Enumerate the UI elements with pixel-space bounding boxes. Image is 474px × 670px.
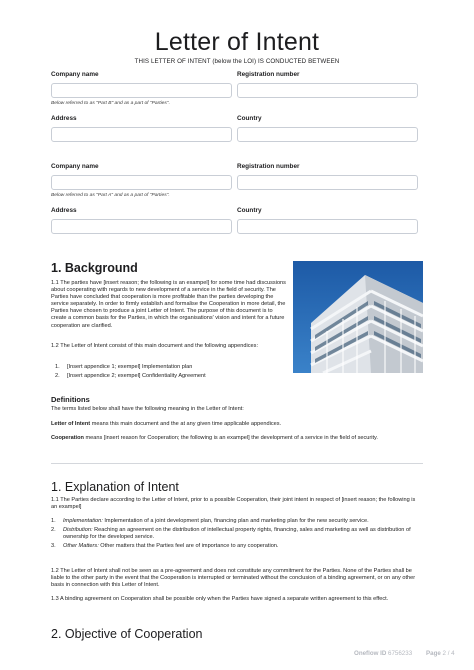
- party-a-address-input[interactable]: [51, 219, 232, 234]
- party-b-registration-input[interactable]: [237, 83, 418, 98]
- party-b-address-input[interactable]: [51, 127, 232, 142]
- document-subtitle: THIS LETTER OF INTENT (below the LOI) IS CONDUCTED BETWEEN: [134, 58, 340, 65]
- list-item: 1. Implementation: Implementation of a joint development plan, financing plan and marketing plan for the new security service.: [51, 518, 369, 524]
- party-b-company-input[interactable]: [51, 83, 232, 98]
- party-a-registration-field: [237, 163, 418, 190]
- party-b-company-field: [51, 71, 232, 106]
- list-item: 3. Other Matters: Other matters that the Parties feel are of importance to any cooperation.: [51, 543, 279, 550]
- party-a-registration-input[interactable]: [237, 175, 418, 190]
- party-a-country-input[interactable]: [237, 219, 418, 234]
- list-item: 1. [Insert appendice 1; exempel] Implementation plan: [55, 364, 193, 370]
- background-heading: 1. Background: [51, 261, 138, 275]
- definition-letter-of-intent: Letter of Intent means this main document and the at any given time applicable appendices.: [51, 421, 282, 427]
- building-photo: [293, 261, 423, 373]
- party-b-address-field: [51, 115, 232, 142]
- building-image: [293, 261, 423, 373]
- background-paragraph-2: 1.2 The Letter of Intent consist of this main document and the following appendices:: [51, 343, 258, 349]
- party-a-address-label: Address: [51, 207, 77, 214]
- list-item: 2. [Insert appendice 2; exempel] Confidentiality Agreement: [55, 373, 206, 380]
- list-item: 2. Distribution: Reaching an agreement on the distribution of intellectual property rights, financing, sales and marketing as well as distribution of ownership for the developed service.: [51, 527, 411, 541]
- intent-list: [51, 518, 423, 552]
- party-a-company-label: Company name: [51, 163, 99, 170]
- background-paragraph-1: 1.1 The parties have [insert reason; the following is an exampel] for some time had discussions about cooperating with regards to new development of a service in the field of security. The Parties have concluded that cooperation is more profitable than the parties developing the service separately. In order to firmly establish and formalise the Cooperation in more detail, the Parties have chosen to produce a joint Letter of Intent. The purpose of this document is to create a common basis for the Parties, in which the organisations' vision and intent for a future cooperation are clarified.: [51, 280, 286, 329]
- explanation-paragraph-3: 1.3 A binding agreement on Cooperation shall be possible only when the Parties have signed a separate written agreement to this effect.: [51, 596, 389, 602]
- definitions-heading: Definitions: [51, 395, 90, 404]
- party-b-registration-field: [237, 71, 418, 98]
- party-a-company-input[interactable]: [51, 175, 232, 190]
- party-b-registration-label: Registration number: [237, 71, 300, 78]
- section-divider: [51, 463, 423, 464]
- party-b-note: Below referred to as "Part B" and as a part of "Parties".: [51, 101, 170, 106]
- party-b-country-input[interactable]: [237, 127, 418, 142]
- party-a-country-label: Country: [237, 207, 262, 214]
- party-a-note: Below referred to as "Part A" and as a part of "Parties".: [51, 193, 170, 198]
- objective-heading: 2. Objective of Cooperation: [51, 627, 203, 641]
- party-b-address-label: Address: [51, 115, 77, 122]
- definitions-intro: The terms listed below shall have the following meaning in the Letter of Intent:: [51, 406, 244, 412]
- party-b-company-label: Company name: [51, 71, 99, 78]
- party-a-country-field: [237, 207, 418, 234]
- party-b-country-field: [237, 115, 418, 142]
- footer-page-number: Page 2 / 4: [426, 650, 455, 657]
- explanation-paragraph-2: 1.2 The Letter of Intent shall not be seen as a pre-agreement and does not constitute any commitment for the Parties. None of the Parties shall be liable to the other party in the event that the Cooperation is interrupted or terminated without the conclusion of a binding agreement, or on any other basis in connection with this Letter of Intent.: [51, 568, 416, 589]
- footer-oneflow-id: Oneflow ID 6756233: [354, 650, 413, 657]
- explanation-heading: 1. Explanation of Intent: [51, 480, 179, 494]
- party-a-company-field: [51, 163, 232, 198]
- party-a-registration-label: Registration number: [237, 163, 300, 170]
- document-title: Letter of Intent: [154, 28, 320, 56]
- party-a-address-field: [51, 207, 232, 234]
- definition-cooperation: Cooperation means [insert reason for Cooperation; the following is an exampel] the development of a service in the field of security.: [51, 435, 378, 441]
- appendix-list: [55, 364, 287, 382]
- party-b-country-label: Country: [237, 115, 262, 122]
- explanation-paragraph-1: 1.1 The Parties declare according to the Letter of Intent, prior to a possible Cooperation, their joint intent in respect of [insert reason; the following is an exampel]: [51, 497, 416, 511]
